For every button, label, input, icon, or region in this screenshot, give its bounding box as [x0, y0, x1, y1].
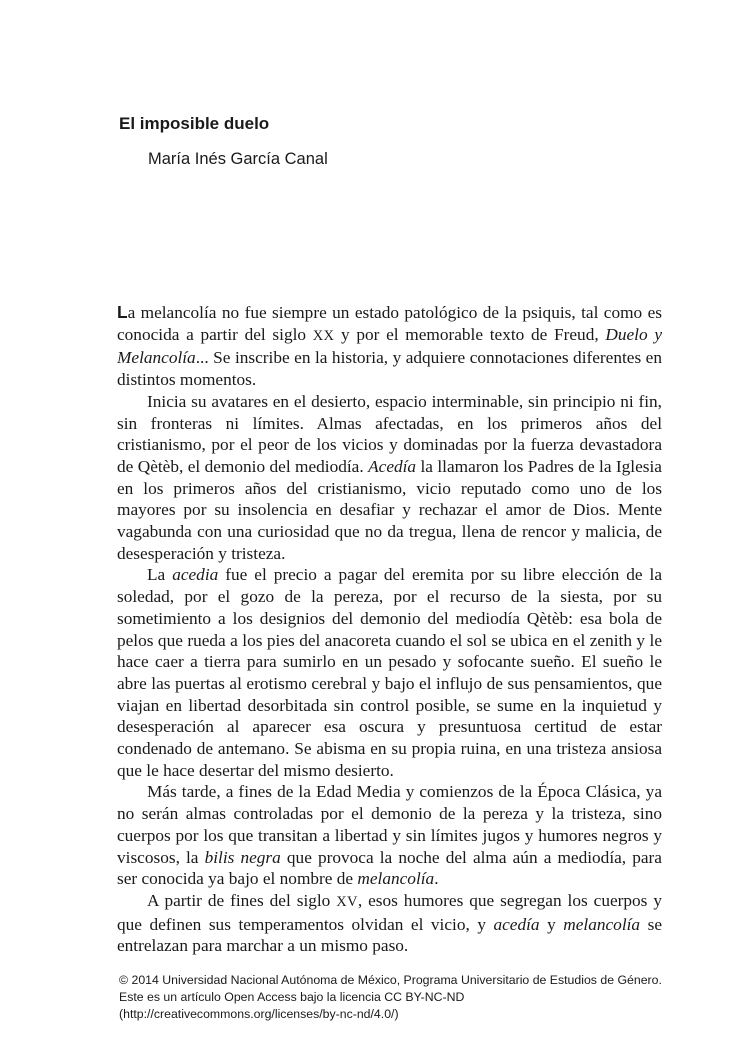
italic-term: acedía	[493, 914, 540, 934]
century-numeral: XX	[312, 327, 335, 344]
article-body	[117, 302, 662, 957]
text-span: que provoca la noche del alma aún a mediodía, para ser conocida ya bajo el nombre de	[117, 847, 662, 889]
century-numeral: XV	[336, 893, 358, 910]
italic-term: acedia	[172, 565, 219, 585]
article-title: El imposible duelo	[119, 114, 270, 133]
italic-term: bilis negra	[204, 847, 281, 867]
text-span: , esos humores que segregan los cuerpos y que definen sus temperamentos olvidan el vicio, y	[117, 890, 662, 934]
text-span: la llamaron los Padres de la Iglesia en los primeros años del cristianismo, vicio reputado como uno de los mayores por su insolencia en desafiar y rechazar el amor de Dios. Mente vagabunda con una curiosidad que no da tregua, llena de rencor y malicia, de desesperación y tristeza.	[117, 456, 662, 563]
license-url-line	[119, 1006, 679, 1023]
article-author: María Inés García Canal	[148, 150, 328, 168]
drop-cap: L	[117, 302, 128, 322]
italic-term: Acedía	[368, 456, 417, 476]
text-span: se entrelazan para marchar a un mismo paso.	[117, 914, 663, 956]
text-span: .	[434, 869, 439, 889]
text-span: fue el precio a pagar del eremita por su libre elección de la soledad, por el gozo de la pereza, por el recurso de la siesta, por su sometimiento a los designios del demonio del mediodía Qètèb: esa bola de pelos que rueda a los pies del anacoreta cuando el sol se ubica en el zenith y le hace caer a tierra para sumirlo en un pesado y sofocante sueño. El sueño le abre las puertas al erotismo cerebral y bajo el influjo de sus pensamientos, que viajan en libertad desorbitada sin control posible, se sume en la inquietud y desesperación al aparecer esa oscura y presuntuosa certitud de estar condenado de antemano. Se abisma en su propia ruina, en una tristeza ansiosa que le hace desertar del mismo desierto.	[117, 565, 663, 780]
text-span: y por el memorable texto de Freud,	[334, 324, 606, 344]
paragraph-4	[117, 781, 662, 890]
paragraph-2	[117, 391, 662, 565]
paragraph-5	[117, 890, 662, 957]
text-span: a melancolía no fue siempre un estado patológico de la psiquis, tal como es conocida a partir del siglo	[117, 303, 662, 344]
italic-term: melancolía	[563, 914, 641, 934]
book-title: Duelo y Melancolía	[117, 324, 662, 368]
license-line: Este es un artículo Open Access bajo la licencia CC BY-NC-ND	[119, 990, 465, 1004]
copyright-line: © 2014 Universidad Nacional Autónoma de México, Programa Universitario de Estudios de Género.	[119, 973, 662, 987]
text-span: A partir de fines del siglo	[147, 890, 337, 910]
license-footer	[119, 972, 679, 1023]
paragraph-1	[117, 302, 662, 391]
text-span: La	[147, 565, 173, 585]
text-span: y	[539, 914, 564, 934]
paragraph-3	[117, 564, 662, 781]
text-span: ... Se inscribe en la historia, y adquiere connotaciones diferentes en distintos momentos.	[117, 348, 662, 390]
text-span: Más tarde, a fines de la Edad Media y comienzos de la Época Clásica, ya no serán almas controladas por el demonio de la pereza y la tristeza, sino cuerpos por los que transitan a libertad y sin límites jugos y humores negros y viscosos, la	[117, 782, 662, 867]
license-link[interactable]: http://creativecommons.org/licenses/by-nc-nd/4.0/	[123, 1007, 395, 1021]
paren: )	[394, 1007, 399, 1021]
paren: (	[119, 1007, 124, 1021]
text-span: Inicia su avatares en el desierto, espacio interminable, sin principio ni fin, sin fronteras ni límites. Almas afectadas, en los primeros años del cristianismo, por el peor de los vicios y dominadas por la fuerza devastadora de Qètèb, el demonio del mediodía.	[117, 391, 662, 476]
italic-term: melancolía	[357, 869, 435, 889]
